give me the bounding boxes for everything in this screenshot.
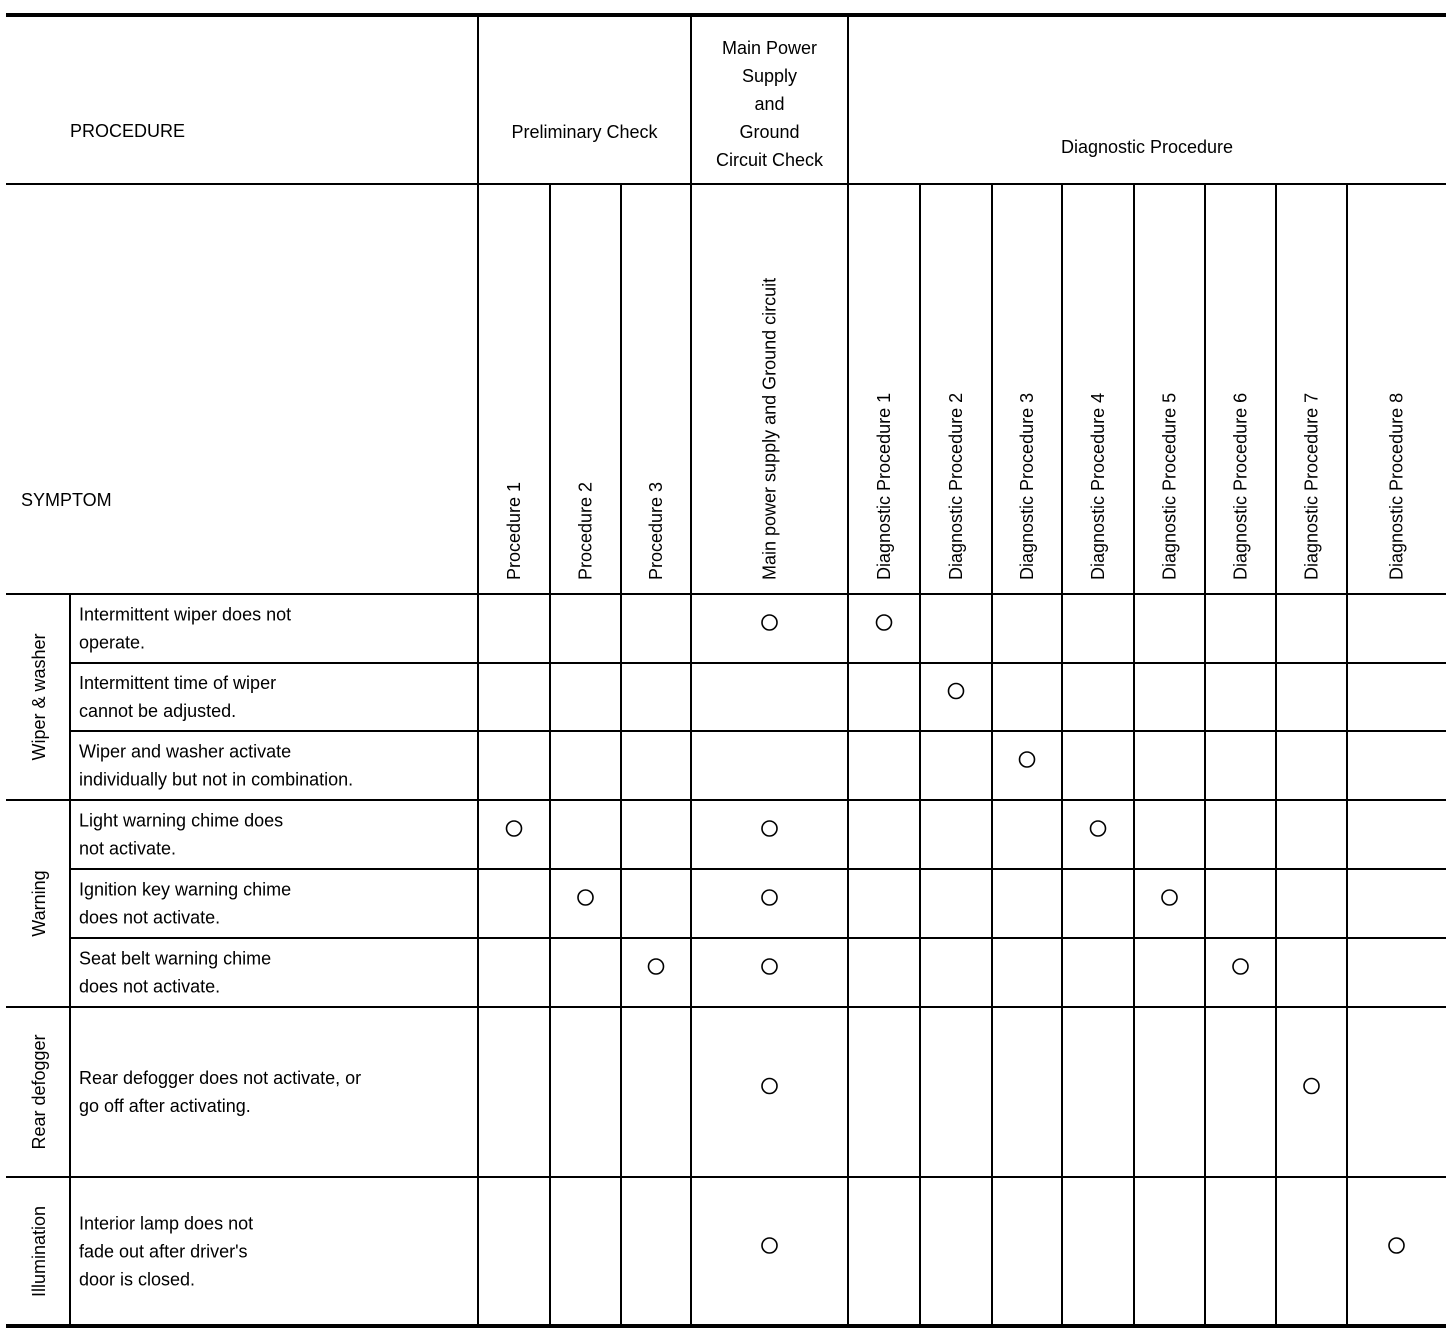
applicable-mark	[507, 821, 522, 836]
symptom-text: Wiper and washer activate	[79, 741, 292, 762]
applicable-mark	[762, 615, 777, 630]
symptom-text: go off after activating.	[79, 1096, 251, 1116]
group-label-main-power: Circuit Check	[715, 150, 824, 170]
column-header: Main power supply and Ground circuit	[759, 277, 780, 580]
column-header: Diagnostic Procedure 5	[1159, 392, 1180, 580]
symptom-text: Interior lamp does not	[79, 1213, 254, 1234]
applicable-mark	[762, 1238, 777, 1253]
column-header: Diagnostic Procedure 6	[1230, 392, 1251, 580]
symptom-text: Seat belt warning chime	[79, 948, 272, 969]
applicable-mark	[1162, 890, 1177, 905]
applicable-mark	[1233, 959, 1248, 974]
column-header: Diagnostic Procedure 4	[1088, 392, 1108, 580]
symptom-text: does not activate.	[79, 976, 221, 997]
column-header: Diagnostic Procedure 1	[874, 392, 894, 580]
symptom-text: Intermittent wiper does not	[79, 604, 292, 625]
category-label-wiper: Wiper & washer	[29, 633, 49, 761]
table-header	[21, 38, 1407, 580]
applicable-mark	[762, 821, 777, 836]
column-header: Diagnostic Procedure 8	[1386, 392, 1407, 580]
category-label-rear-defogger: Rear defogger	[29, 1034, 49, 1150]
symptom-label: SYMPTOM	[21, 490, 112, 510]
applicable-mark	[762, 1079, 777, 1094]
applicable-mark	[762, 890, 777, 905]
applicable-mark	[877, 615, 892, 630]
applicable-mark	[1389, 1238, 1404, 1253]
column-header: Diagnostic Procedure 7	[1301, 392, 1322, 580]
applicable-mark	[762, 959, 777, 974]
applicable-mark	[949, 684, 964, 699]
applicable-mark	[1091, 821, 1106, 836]
column-header: Procedure 2	[575, 481, 596, 580]
column-header: Diagnostic Procedure 2	[946, 392, 966, 580]
applicable-mark	[1304, 1079, 1319, 1094]
applicable-mark	[1020, 752, 1035, 767]
column-header: Procedure 1	[504, 481, 524, 580]
group-label-main-power: Main Power	[721, 38, 818, 58]
category-label-illumination: Illumination	[29, 1205, 49, 1298]
symptom-text: Light warning chime does	[79, 810, 284, 831]
column-header: Diagnostic Procedure 3	[1017, 392, 1037, 580]
applicable-mark	[578, 890, 593, 905]
symptom-text: individually but not in combination.	[79, 769, 354, 790]
symptom-text: Rear defogger does not activate, or	[79, 1068, 362, 1088]
group-label-main-power: and	[754, 94, 785, 114]
symptom-text: does not activate.	[79, 907, 221, 928]
table-body	[29, 605, 361, 1298]
symptom-text: cannot be adjusted.	[79, 701, 237, 721]
category-label-warning: Warning	[29, 870, 49, 937]
group-label-preliminary: Preliminary Check	[511, 122, 658, 142]
symptom-text: not activate.	[79, 838, 177, 859]
group-label-main-power: Supply	[741, 66, 798, 86]
symptom-text: door is closed.	[79, 1269, 196, 1290]
symptom-text: fade out after driver's	[79, 1241, 248, 1262]
procedure-label: PROCEDURE	[70, 121, 186, 141]
symptom-text: operate.	[79, 632, 146, 653]
group-label-main-power: Ground	[739, 122, 800, 142]
applicable-mark	[649, 959, 664, 974]
symptom-text: Intermittent time of wiper	[79, 673, 277, 693]
table-grid	[6, 15, 1446, 1326]
symptom-text: Ignition key warning chime	[79, 879, 292, 900]
column-header: Procedure 3	[646, 481, 666, 580]
check-marks	[507, 615, 1405, 1253]
group-label-diagnostic: Diagnostic Procedure	[1060, 137, 1234, 157]
